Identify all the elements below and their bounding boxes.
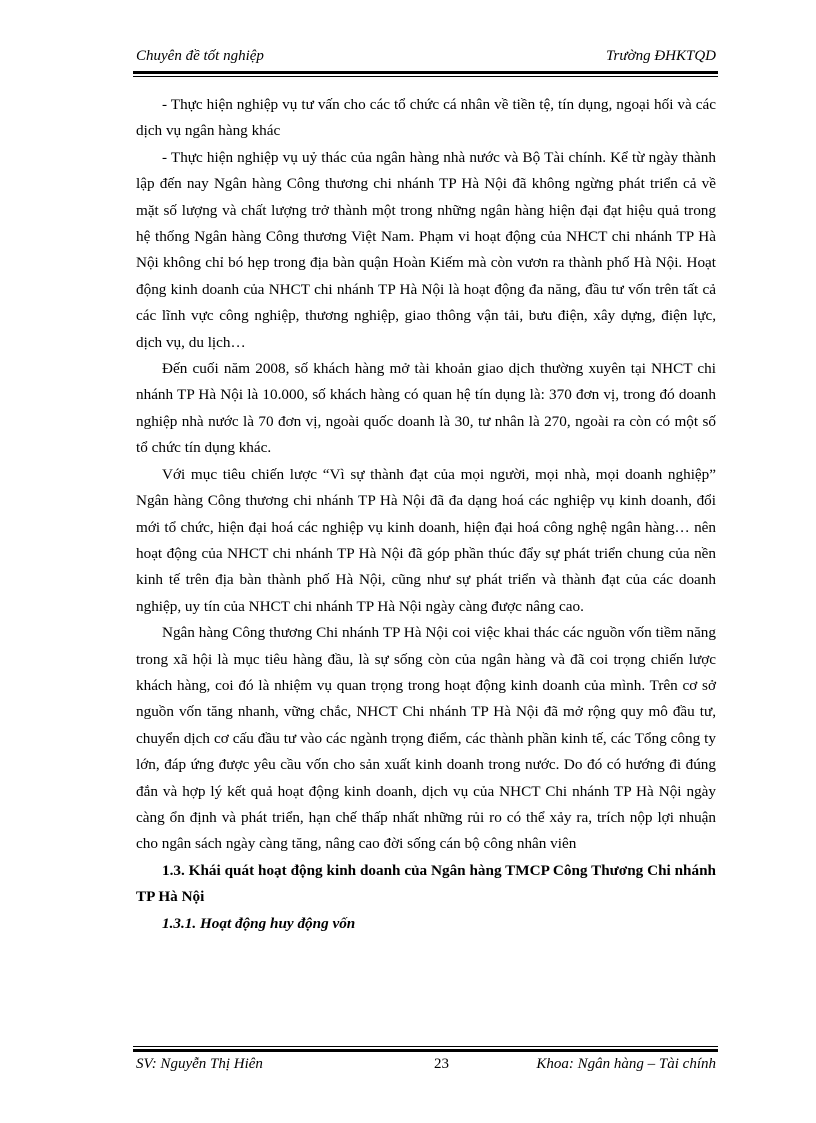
document-body xyxy=(136,92,716,937)
section-heading: 1.3. Khái quát hoạt động kinh doanh của Ngân hàng TMCP Công Thương Chi nhánh TP Hà Nội xyxy=(136,861,716,906)
header-document-title: Chuyên đề tốt nghiệp xyxy=(136,48,264,64)
paragraph-trust-services: - Thực hiện nghiệp vụ uỷ thác của ngân hàng nhà nước và Bộ Tài chính. Kể từ ngày thành lập đến nay Ngân hàng Công thương chi nhánh TP Hà Nội đã không ngừng phát triển cả về mặt số lượng và chất lượng trở thành một trong những ngân hàng hiện đại đạt hiệu quả trong hệ thống Ngân hàng Công thương Việt Nam. Phạm vi hoạt động của NHCT chi nhánh TP Hà Nội không chỉ bó hẹp trong địa bàn quận Hoàn Kiếm mà còn vươn ra thành phố Hà Nội. Hoạt động kinh doanh của NHCT chi nhánh TP Hà Nội là hoạt động đa năng, đầu tư vốn trên tất cả các lĩnh vực công nghiệp, thương nghiệp, giao thông vận tải, bưu điện, xây dựng, điện lực, dịch vụ, du lịch… xyxy=(136,148,716,351)
page-number: 23 xyxy=(434,1056,449,1072)
paragraph-customers-2008: Đến cuối năm 2008, số khách hàng mở tài khoản giao dịch thường xuyên tại NHCT chi nhánh TP Hà Nội là 10.000, số khách hàng có quan hệ tín dụng là: 370 đơn vị, trong đó doanh nghiệp nhà nước là 70 đơn vị, ngoài quốc doanh là 30, tư nhân là 270, ngoài ra còn có một số tổ chức tín dụng khác. xyxy=(136,360,716,457)
page-footer xyxy=(136,1056,716,1076)
paragraph-consulting: - Thực hiện nghiệp vụ tư vấn cho các tổ chức cá nhân về tiền tệ, tín dụng, ngoại hối và các dịch vụ ngân hàng khác xyxy=(136,96,716,140)
paragraph-strategy: Với mục tiêu chiến lược “Vì sự thành đạt của mọi người, mọi nhà, mọi doanh nghiệp” Ngân hàng Công thương chi nhánh TP Hà Nội đã đa dạng hoá các nghiệp vụ kinh doanh, đổi mới tổ chức, hiện đại hoá các nghiệp vụ kinh doanh, hiện đại hoá công nghệ ngân hàng… nên hoạt động của NHCT chi nhánh TP Hà Nội đã góp phần thúc đẩy sự phát triển chung của nền kinh tế trên địa bàn thành phố Hà Nội, cũng như sự phát triển và thành đạt của các doanh nghiệp, uy tín của NHCT chi nhánh TP Hà Nội ngày càng được nâng cao. xyxy=(136,465,716,615)
header-rule-thick xyxy=(133,71,718,74)
header-school-name: Trường ĐHKTQD xyxy=(606,48,716,64)
footer-rule-thick xyxy=(133,1049,718,1052)
page-header xyxy=(136,48,716,70)
footer-student-name: SV: Nguyễn Thị Hiên xyxy=(136,1056,263,1072)
subsection-heading: 1.3.1. Hoạt động huy động vốn xyxy=(162,914,356,932)
header-rule-thin xyxy=(133,76,718,77)
footer-rule-thin xyxy=(133,1046,718,1047)
footer-faculty: Khoa: Ngân hàng – Tài chính xyxy=(536,1056,716,1072)
paragraph-capital-mobilization: Ngân hàng Công thương Chi nhánh TP Hà Nội coi việc khai thác các nguồn vốn tiềm năng trong xã hội là mục tiêu hàng đầu, là sự sống còn của ngân hàng và đã coi trọng chiến lược khách hàng, coi đó là nhiệm vụ quan trọng trong hoạt động kinh doanh của mình. Trên cơ sở nguồn vốn tăng nhanh, vững chắc, NHCT Chi nhánh TP Hà Nội đã mở rộng quy mô đầu tư, chuyển dịch cơ cấu đầu tư vào các ngành trọng điểm, các thành phần kinh tế, các Tổng công ty lớn, đáp ứng được yêu cầu vốn cho sản xuất kinh doanh trong nước. Do đó có hướng đi đúng đắn và hợp lý kết quả hoạt động kinh doanh, dịch vụ của NHCT Chi nhánh TP Hà Nội ngày càng ổn định và phát triển, hạn chế thấp nhất những rủi ro có thể xảy ra, trích nộp lợi nhuận cho ngân sách ngày càng tăng, nâng cao đời sống cán bộ công nhân viên xyxy=(136,624,716,853)
